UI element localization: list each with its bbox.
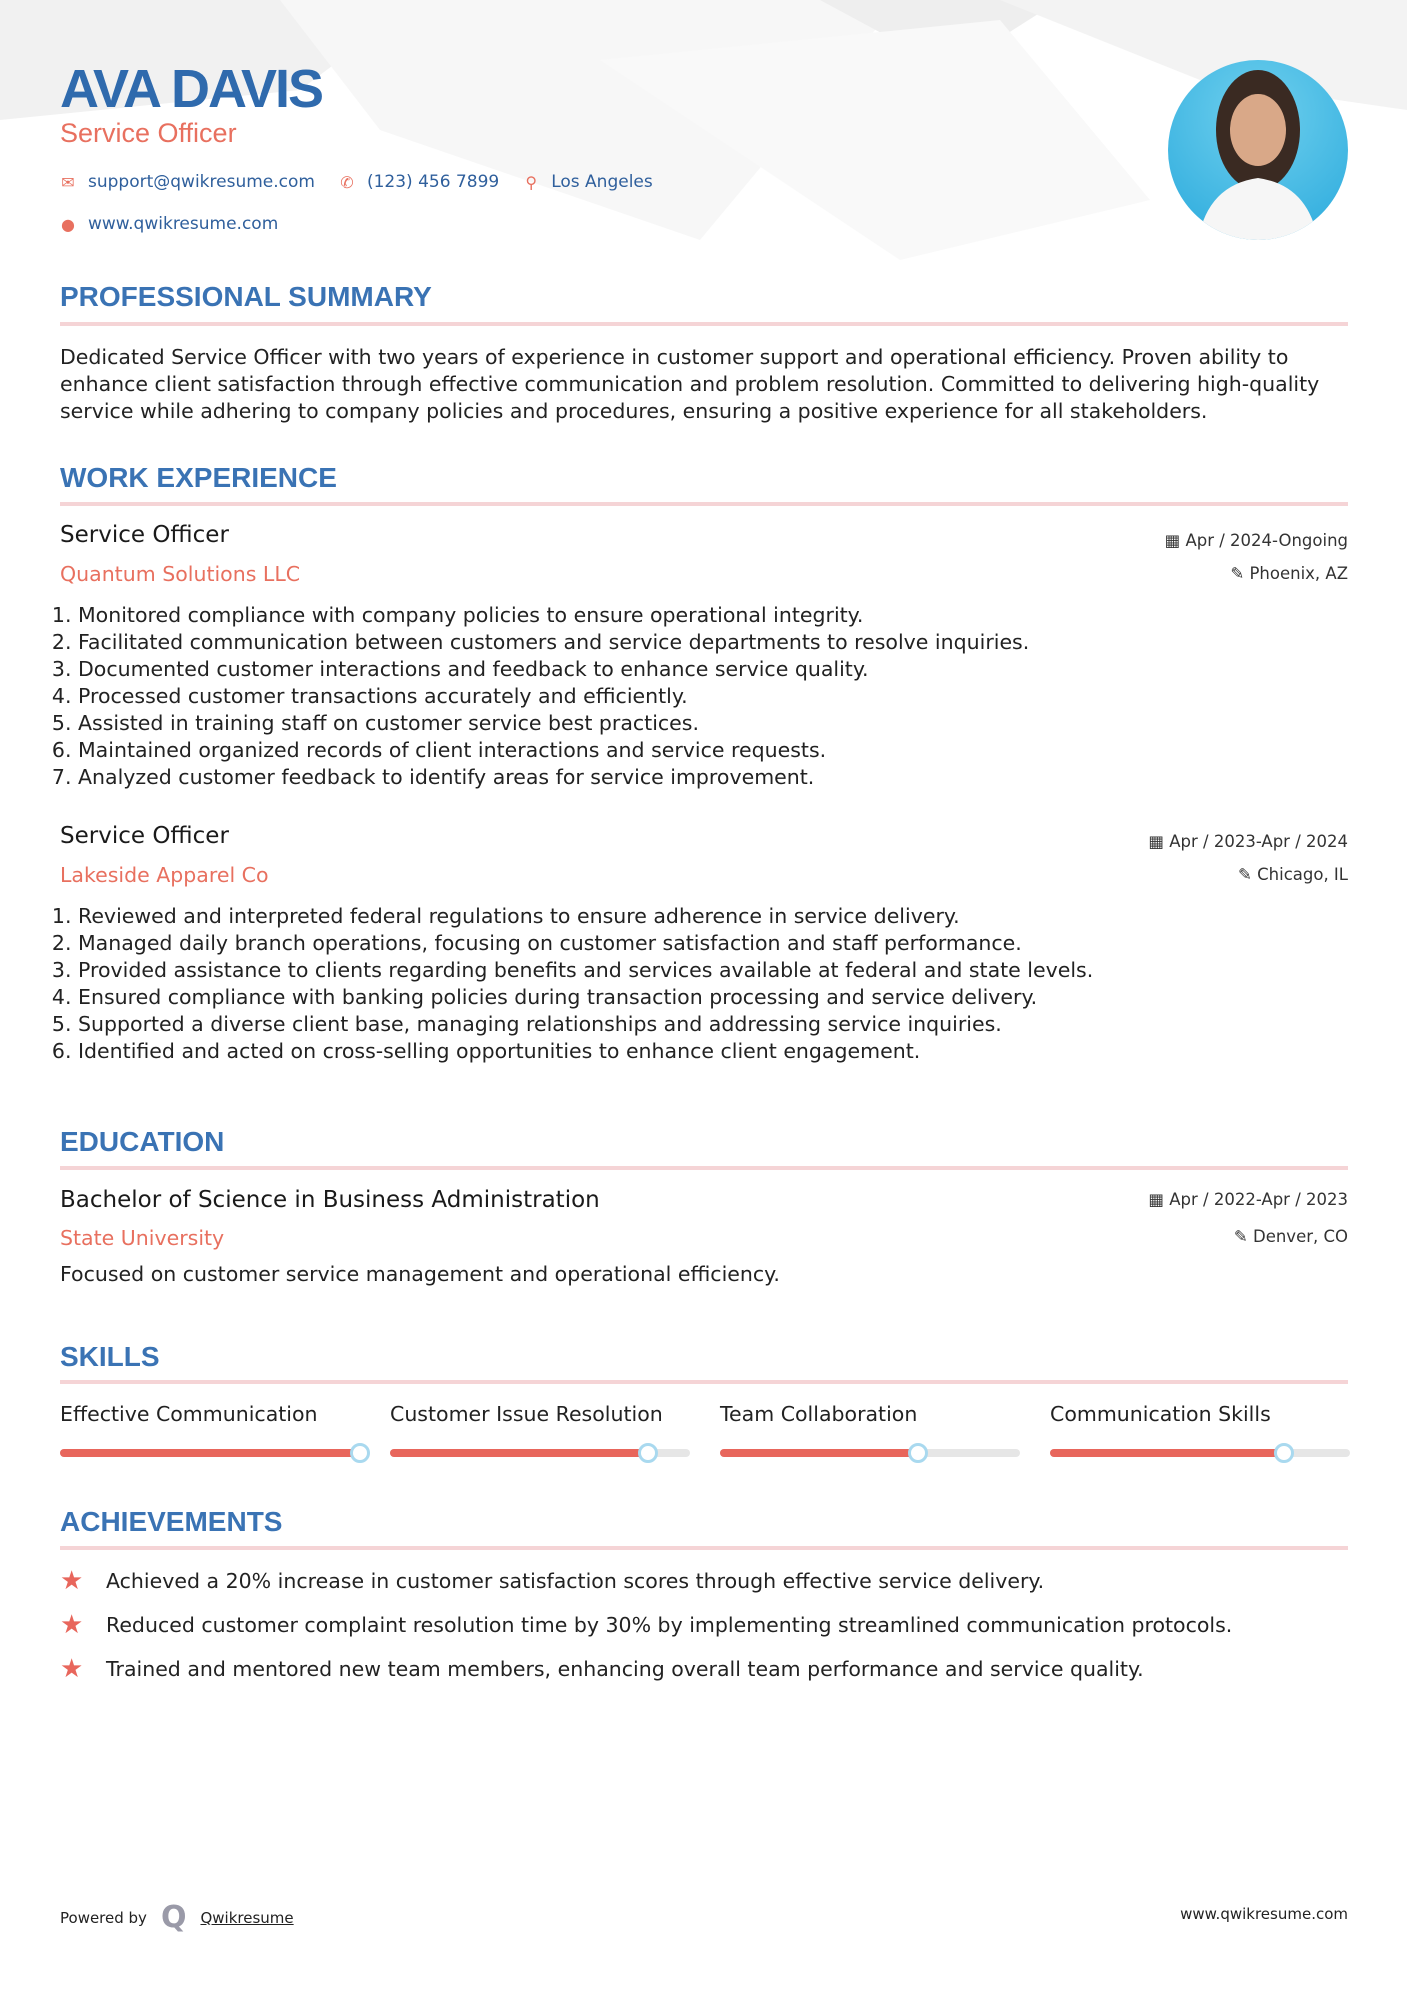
bullet-item: 5. Supported a diverse client base, managing relationships and addressing service inquiries. (78, 1011, 1350, 1038)
skill-level-fill (1050, 1449, 1284, 1457)
footer-powered (60, 1900, 294, 1935)
company-name: Quantum Solutions LLC (60, 562, 301, 586)
education-description: Focused on customer service management and operational efficiency. (60, 1262, 780, 1286)
skill-level-bar (720, 1449, 1020, 1457)
skill-item (60, 1402, 360, 1457)
candidate-title: Service Officer (60, 118, 237, 148)
divider (60, 1546, 1348, 1550)
job-title: Service Officer (60, 823, 229, 849)
company-name: Lakeside Apparel Co (60, 863, 269, 887)
achievement-item (60, 1610, 1232, 1640)
footer-website[interactable]: www.qwikresume.com (1180, 1905, 1348, 1923)
skill-level-knob (1274, 1443, 1294, 1463)
qwikresume-logo-icon: Q (160, 1900, 187, 1935)
skill-level-knob (350, 1443, 370, 1463)
bullet-item: 6. Identified and acted on cross-selling opportunities to enhance client engagement. (78, 1038, 1350, 1065)
bullet-item: 4. Processed customer transactions accurately and efficiently. (78, 683, 1350, 710)
skill-name: Team Collaboration (720, 1402, 918, 1426)
star-icon: ★ (60, 1610, 84, 1640)
location-text: Chicago, IL (1257, 865, 1348, 884)
candidate-name: AVA DAVIS (60, 59, 323, 119)
location-text: Phoenix, AZ (1249, 564, 1348, 583)
education-location (1234, 1227, 1348, 1246)
location-text: Los Angeles (551, 172, 653, 192)
dates-text: Apr / 2024-Ongoing (1185, 531, 1348, 550)
skill-level-bar (60, 1449, 360, 1457)
pushpin-icon: ✎ (1230, 564, 1250, 583)
email-link[interactable]: support@qwikresume.com (88, 172, 315, 192)
brand-link[interactable]: Qwikresume (200, 1908, 294, 1927)
skill-level-bar (390, 1449, 690, 1457)
bullet-item: 4. Ensured compliance with banking policies during transaction processing and service delivery. (78, 984, 1350, 1011)
job-dates (1148, 832, 1348, 851)
calendar-icon: ▦ (1164, 531, 1186, 550)
globe-icon: ● (61, 214, 75, 234)
contact-row (58, 172, 653, 192)
achievement-item (60, 1566, 1044, 1596)
skill-level-fill (390, 1449, 648, 1457)
achievement-text: Reduced customer complaint resolution time by 30% by implementing streamlined communication protocols. (106, 1613, 1233, 1637)
skill-level-fill (720, 1449, 918, 1457)
pushpin-icon: ✎ (1233, 1227, 1253, 1246)
skill-name: Communication Skills (1050, 1402, 1271, 1426)
job-location (1230, 564, 1348, 583)
skill-level-knob (638, 1443, 658, 1463)
bullet-item: 6. Maintained organized records of client interactions and service requests. (78, 737, 1350, 764)
skill-name: Customer Issue Resolution (390, 1402, 663, 1426)
job-dates (1165, 531, 1348, 550)
skill-item (720, 1402, 1020, 1457)
degree: Bachelor of Science in Business Administration (60, 1187, 600, 1213)
divider (60, 1166, 1348, 1170)
section-heading-skills: SKILLS (60, 1341, 160, 1372)
skill-item (390, 1402, 690, 1457)
summary-text: Dedicated Service Officer with two years of experience in customer support and operational efficiency. Proven ability to enhance client satisfaction through effective communication and problem resolution. Committed to delivering high-quality service while adhering to company policies and procedures, ensuring a positive experience for all stakeholders. (60, 345, 1320, 423)
bullet-item: 3. Provided assistance to clients regarding benefits and services available at federal and state levels. (78, 957, 1350, 984)
powered-by-text: Powered by (60, 1908, 147, 1927)
bullet-item: 5. Assisted in training staff on customer service best practices. (78, 710, 1350, 737)
calendar-icon: ▦ (1148, 1190, 1170, 1209)
job-bullets (60, 903, 1350, 1065)
phone-text: (123) 456 7899 (366, 172, 500, 192)
location-text: Denver, CO (1252, 1227, 1348, 1246)
section-heading-work: WORK EXPERIENCE (60, 462, 337, 493)
star-icon: ★ (60, 1566, 84, 1596)
skill-name: Effective Communication (60, 1402, 318, 1426)
bullet-item: 2. Managed daily branch operations, focusing on customer satisfaction and staff performance. (78, 930, 1350, 957)
bullet-item: 3. Documented customer interactions and feedback to enhance service quality. (78, 656, 1350, 683)
dates-text: Apr / 2022-Apr / 2023 (1169, 1190, 1348, 1209)
section-heading-achievements: ACHIEVEMENTS (60, 1506, 283, 1537)
skill-level-bar (1050, 1449, 1350, 1457)
divider (60, 1380, 1348, 1384)
achievement-text: Achieved a 20% increase in customer satisfaction scores through effective service delivery. (106, 1569, 1045, 1593)
dates-text: Apr / 2023-Apr / 2024 (1169, 832, 1348, 851)
school: State University (60, 1226, 225, 1250)
profile-photo (1168, 60, 1348, 240)
calendar-icon: ▦ (1148, 832, 1170, 851)
achievement-item (60, 1654, 1144, 1684)
section-heading-education: EDUCATION (60, 1126, 225, 1157)
location-pin-icon: ⚲ (525, 172, 538, 192)
star-icon: ★ (60, 1654, 84, 1684)
education-dates (1148, 1190, 1348, 1209)
divider (60, 322, 1348, 326)
skill-level-fill (60, 1449, 360, 1457)
envelope-icon: ✉ (61, 172, 75, 192)
pushpin-icon: ✎ (1238, 865, 1258, 884)
bullet-item: 1. Reviewed and interpreted federal regulations to ensure adherence in service delivery. (78, 903, 1350, 930)
divider (60, 502, 1348, 506)
website-row (58, 214, 278, 234)
bullet-item: 1. Monitored compliance with company policies to ensure operational integrity. (78, 602, 1350, 629)
skill-item (1050, 1402, 1350, 1457)
job-bullets (60, 602, 1350, 791)
job-location (1238, 865, 1348, 884)
skill-level-knob (908, 1443, 928, 1463)
bullet-item: 7. Analyzed customer feedback to identify areas for service improvement. (78, 764, 1350, 791)
job-title: Service Officer (60, 522, 229, 548)
website-link[interactable]: www.qwikresume.com (88, 214, 279, 234)
bullet-item: 2. Facilitated communication between customers and service departments to resolve inquiries. (78, 629, 1350, 656)
section-heading-summary: PROFESSIONAL SUMMARY (60, 281, 432, 312)
phone-icon: ✆ (340, 172, 354, 192)
achievement-text: Trained and mentored new team members, enhancing overall team performance and service quality. (106, 1657, 1144, 1681)
